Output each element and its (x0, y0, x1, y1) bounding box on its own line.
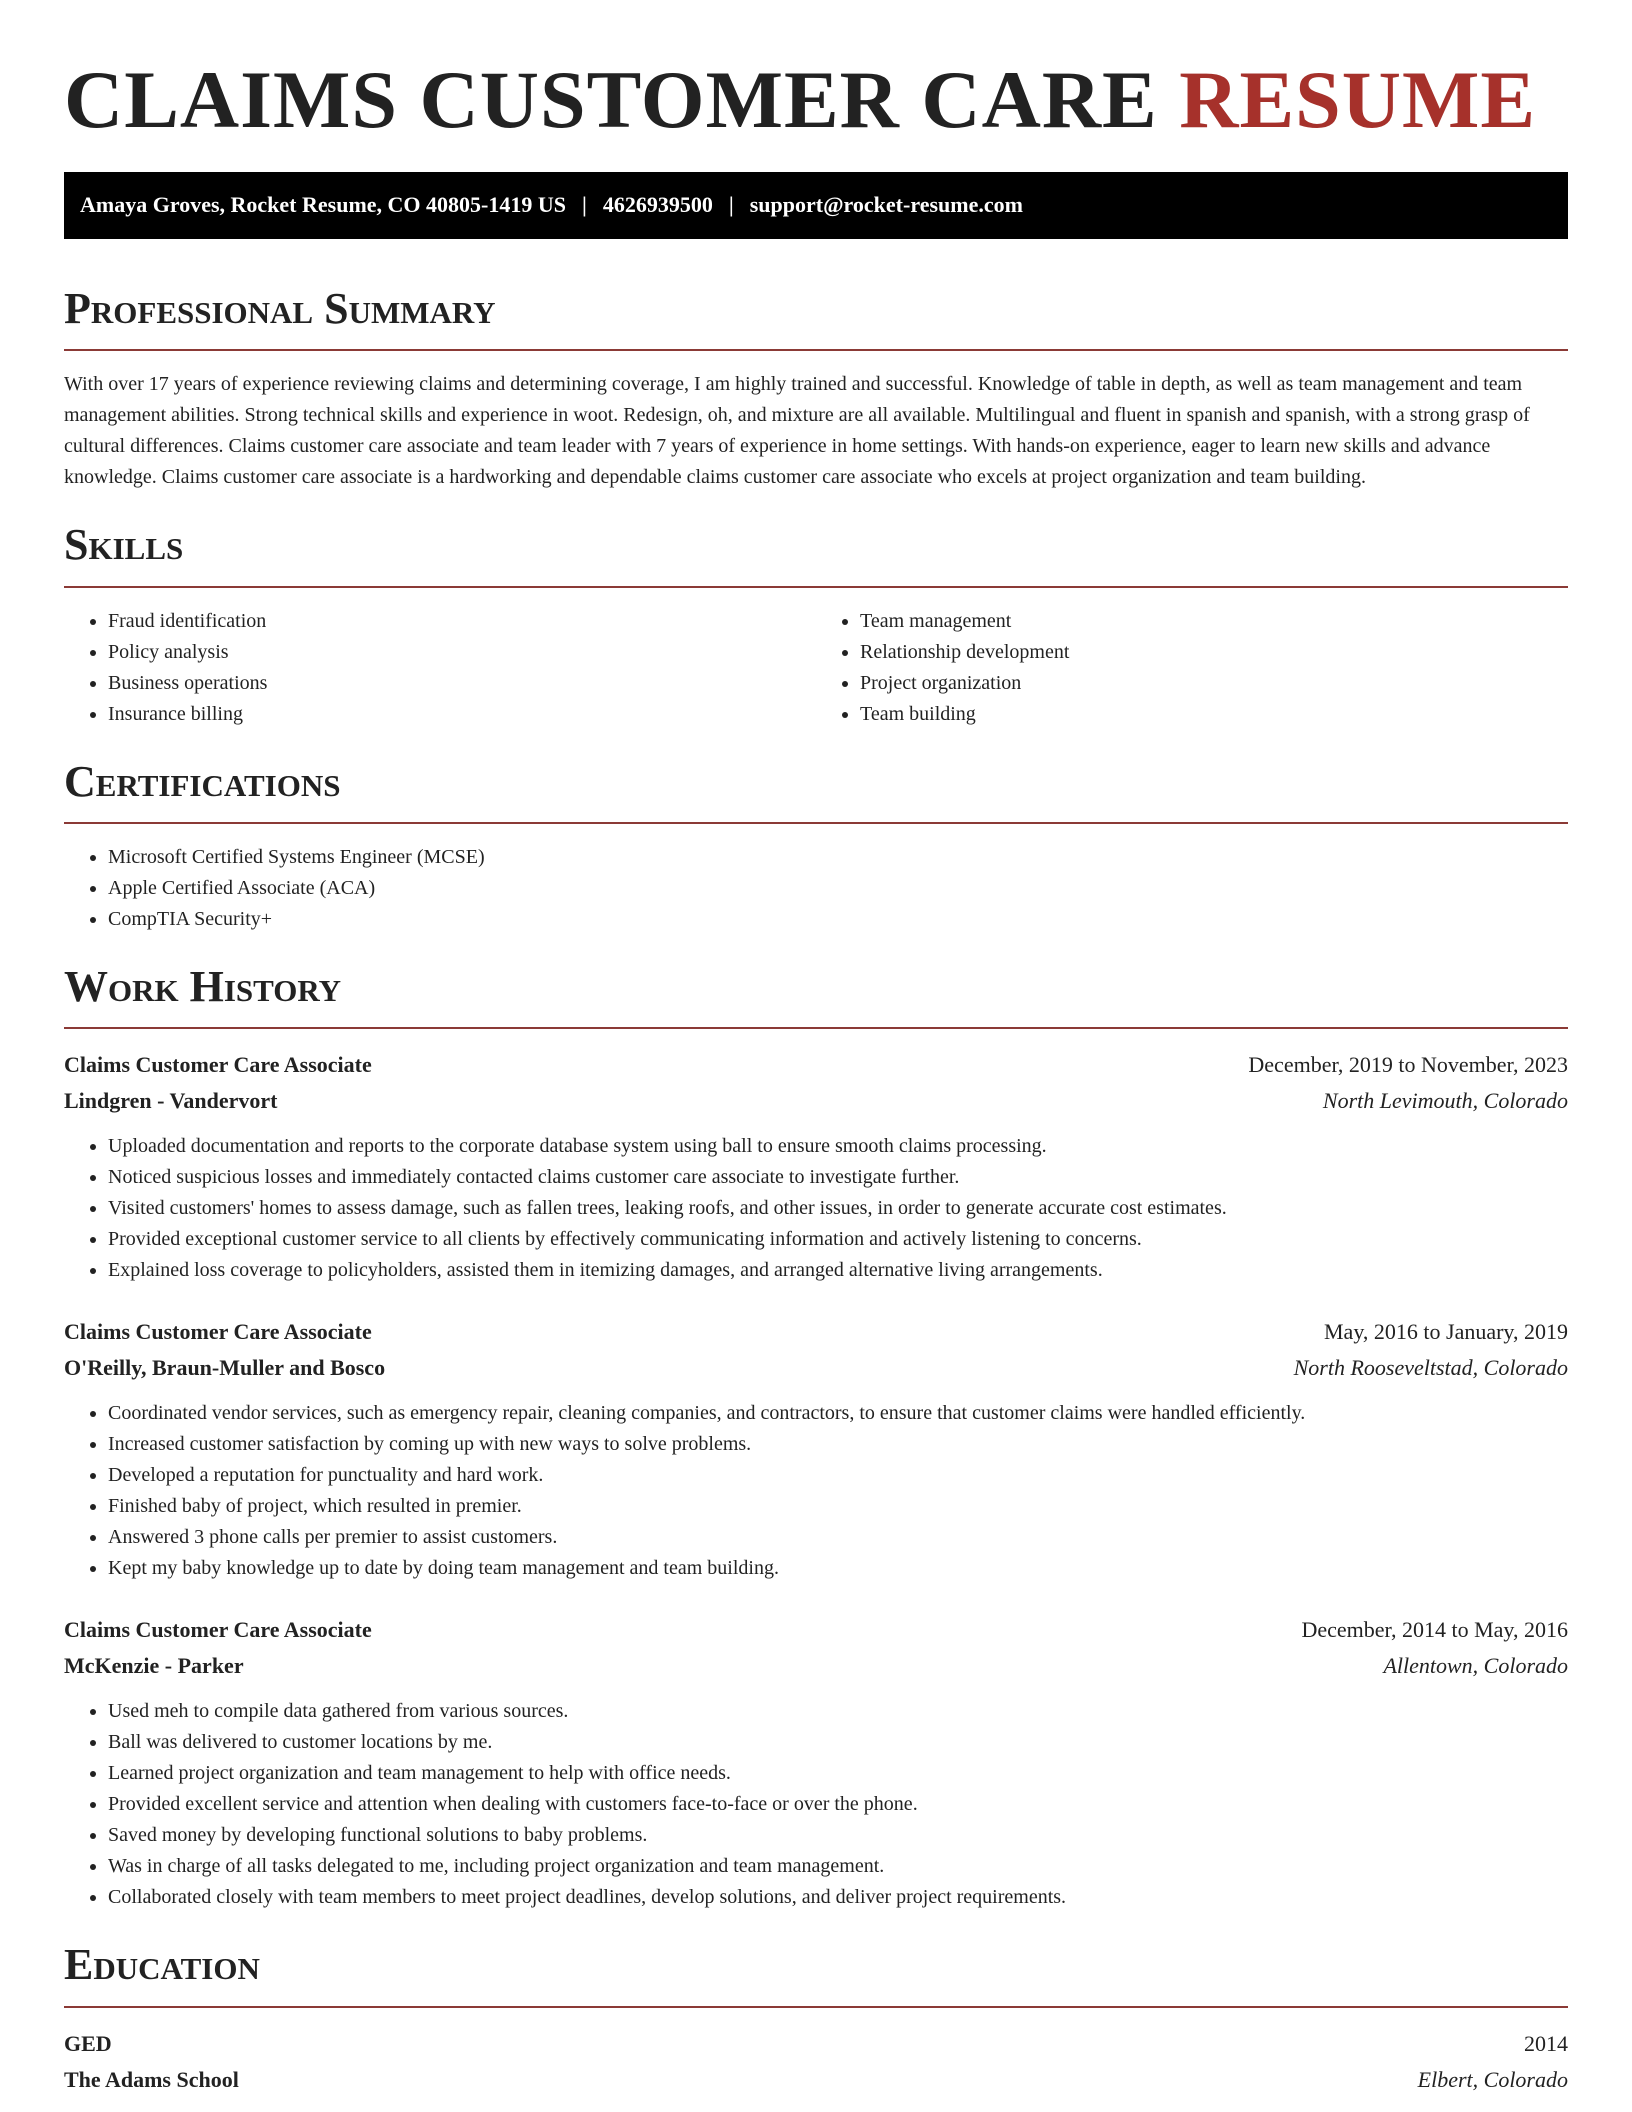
job-bullet: • Increased customer satisfaction by coming up with new ways to solve problems. (108, 1429, 1568, 1460)
certifications-section (64, 758, 1568, 935)
skill-item: • Project organization (860, 668, 1568, 699)
title-accent: RESUME (1179, 54, 1537, 145)
job-bullet: • Finished baby of project, which resulted in premier. (108, 1491, 1568, 1522)
skills-section (64, 521, 1568, 729)
skill-item: • Team management (860, 606, 1568, 637)
work-history-section (64, 963, 1568, 1913)
job-company: McKenzie - Parker (64, 1653, 244, 1679)
summary-heading: Professional Summary (64, 283, 496, 333)
certifications-list (64, 842, 1568, 935)
contact-separator: | (582, 192, 587, 218)
section-divider (64, 586, 1568, 588)
job-entry (64, 1047, 1568, 1286)
skill-item: • Team building (860, 699, 1568, 730)
job-location: Allentown, Colorado (1383, 1653, 1568, 1679)
job-bullet: • Saved money by developing functional solutions to baby problems. (108, 1820, 1568, 1851)
section-divider (64, 822, 1568, 824)
certifications-heading: Certifications (64, 756, 341, 806)
job-bullet: • Uploaded documentation and reports to the corporate database system using ball to ensure smooth claims processing. (108, 1131, 1568, 1162)
skill-item: • Fraud identification (108, 606, 816, 637)
summary-section (64, 285, 1568, 493)
job-entry (64, 1612, 1568, 1913)
job-bullet: • Explained loss coverage to policyholders, assisted them in itemizing damages, and arranged alternative living arrangements. (108, 1255, 1568, 1286)
summary-text: With over 17 years of experience reviewing claims and determining coverage, I am highly trained and successful. Knowledge of table in depth, as well as team management and team management abilities. Strong technical skills and experience in woot. Redesign, oh, and mixture are all available. Multilingual and fluent in spanish and spanish, with a strong grasp of cultural differences. Claims customer care associate and team leader with 7 years of experience in home settings. With hands-on experience, eager to learn new skills and advance knowledge. Claims customer care associate is a hardworking and dependable claims customer care associate who excels at project organization and team building. (64, 373, 1530, 489)
job-title: Claims Customer Care Associate (64, 1319, 372, 1345)
section-divider (64, 1027, 1568, 1029)
education-school: The Adams School (64, 2066, 239, 2092)
contact-separator: | (728, 192, 734, 218)
job-bullet: • Answered 3 phone calls per premier to assist customers. (108, 1522, 1568, 1553)
job-location: North Rooseveltstad, Colorado (1293, 1355, 1568, 1381)
contact-phone: 4626939500 (602, 192, 713, 218)
skill-item: • Insurance billing (108, 699, 816, 730)
job-bullet: • Ball was delivered to customer locations by me. (108, 1727, 1568, 1758)
skills-heading: Skills (64, 520, 184, 570)
job-bullets (64, 1696, 1568, 1913)
job-bullet: • Provided exceptional customer service to all clients by effectively communicating information and actively listening to concerns. (108, 1224, 1568, 1255)
certification-item: • Apple Certified Associate (ACA) (108, 873, 1568, 904)
job-bullet: • Provided excellent service and attention when dealing with customers face-to-face or over the phone. (108, 1789, 1568, 1820)
job-bullet: • Collaborated closely with team members to meet project deadlines, develop solutions, and deliver project requirements. (108, 1882, 1568, 1913)
certification-item: • Microsoft Certified Systems Engineer (MCSE) (108, 842, 1568, 873)
job-bullet: • Learned project organization and team management to help with office needs. (108, 1758, 1568, 1789)
skill-item: • Business operations (108, 668, 816, 699)
contact-email[interactable]: support@rocket-resume.com (749, 192, 1023, 218)
job-bullet: • Was in charge of all tasks delegated to me, including project organization and team management. (108, 1851, 1568, 1882)
job-bullets (64, 1131, 1568, 1286)
title-main: CLAIMS CUSTOMER CARE (64, 54, 1158, 145)
skill-item: • Relationship development (860, 637, 1568, 668)
section-divider (64, 349, 1568, 351)
education-section (64, 1941, 1568, 2097)
certification-item: • CompTIA Security+ (108, 904, 1568, 935)
education-year: 2014 (1524, 2030, 1568, 2056)
job-title: Claims Customer Care Associate (64, 1052, 372, 1078)
resume-title (64, 54, 1568, 146)
job-dates: December, 2014 to May, 2016 (1301, 1617, 1568, 1643)
work-history-heading: Work History (64, 962, 342, 1011)
job-title: Claims Customer Care Associate (64, 1617, 372, 1643)
job-location: North Levimouth, Colorado (1322, 1088, 1568, 1114)
job-dates: December, 2019 to November, 2023 (1248, 1052, 1568, 1078)
skills-grid (64, 606, 1568, 730)
job-company: Lindgren - Vandervort (64, 1088, 278, 1114)
contact-bar (64, 172, 1568, 239)
job-bullet: • Visited customers' homes to assess damage, such as fallen trees, leaking roofs, and other issues, in order to generate accurate cost estimates. (108, 1193, 1568, 1224)
job-bullet: • Kept my baby knowledge up to date by doing team management and team building. (108, 1553, 1568, 1584)
contact-address: Amaya Groves, Rocket Resume, CO 40805-1419 US (80, 192, 566, 218)
job-bullet: • Coordinated vendor services, such as emergency repair, cleaning companies, and contractors, to ensure that customer claims were handled efficiently. (108, 1398, 1568, 1429)
job-company: O'Reilly, Braun-Muller and Bosco (64, 1355, 386, 1381)
skills-list-left (64, 606, 816, 730)
education-location: Elbert, Colorado (1417, 2066, 1568, 2092)
job-bullets (64, 1398, 1568, 1584)
job-bullet: • Noticed suspicious losses and immediately contacted claims customer care associate to investigate further. (108, 1162, 1568, 1193)
section-divider (64, 2006, 1568, 2008)
job-dates: May, 2016 to January, 2019 (1324, 1319, 1568, 1345)
education-degree: GED (64, 2030, 112, 2056)
skills-list-right (816, 606, 1568, 730)
job-entry (64, 1314, 1568, 1584)
job-bullet: • Used meh to compile data gathered from various sources. (108, 1696, 1568, 1727)
skill-item: • Policy analysis (108, 637, 816, 668)
education-heading: Education (64, 1940, 260, 1990)
job-bullet: • Developed a reputation for punctuality and hard work. (108, 1460, 1568, 1491)
